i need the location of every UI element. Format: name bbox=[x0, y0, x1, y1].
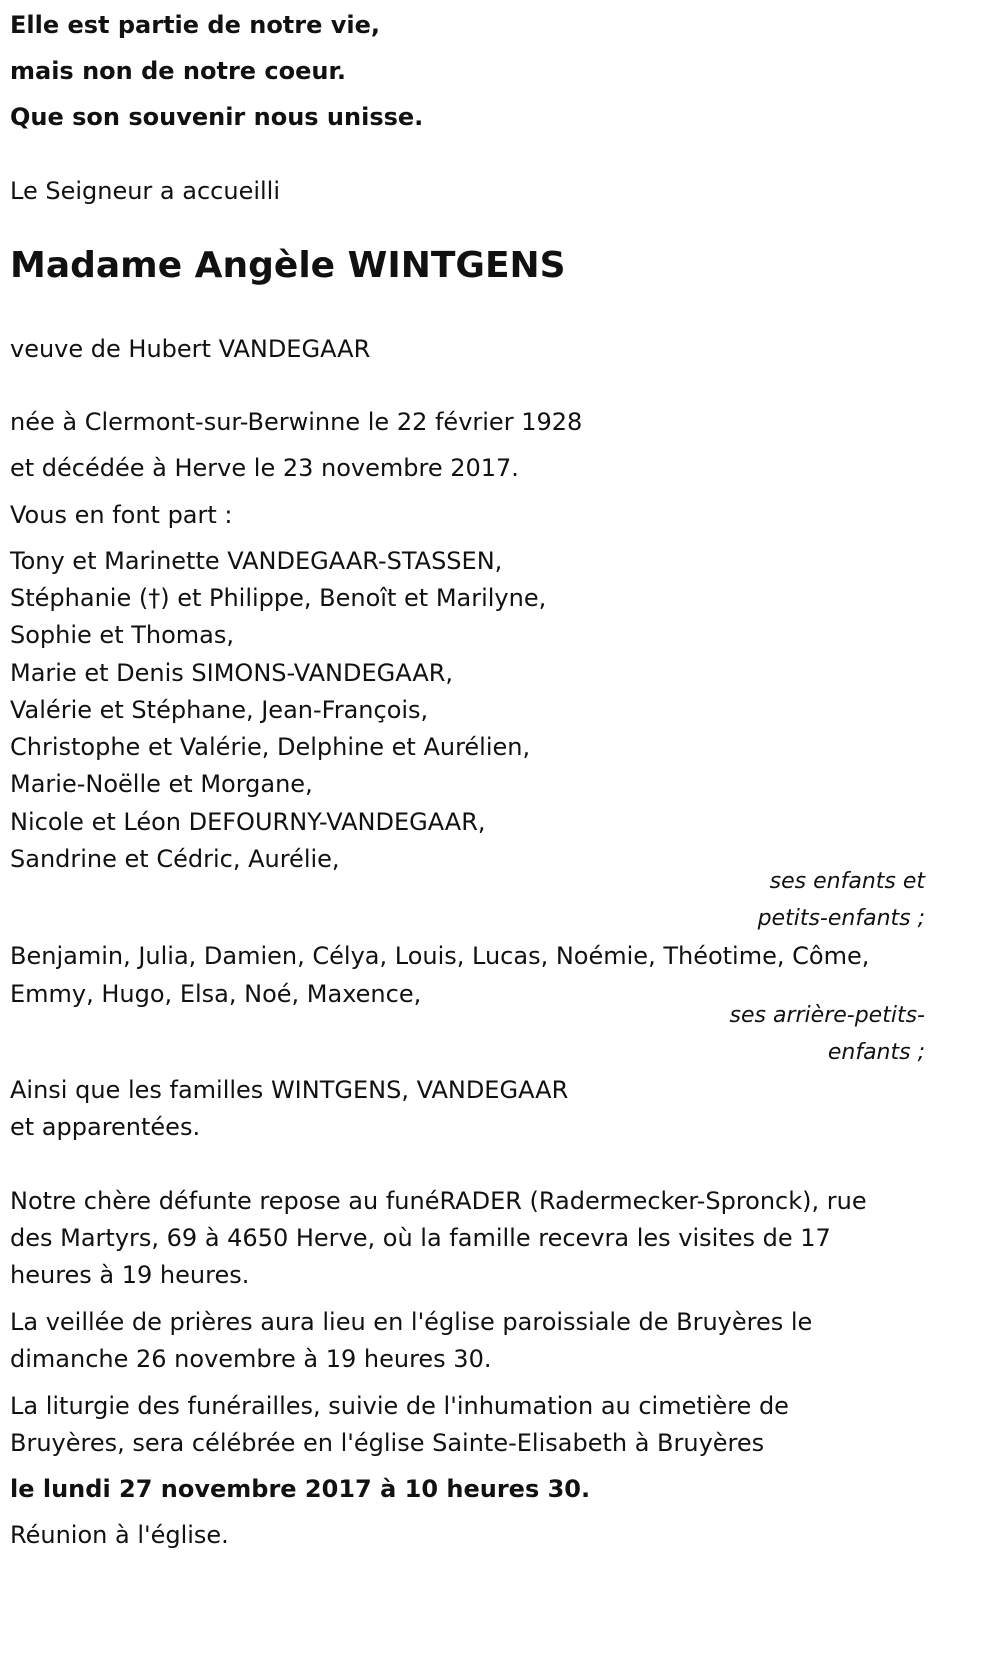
family-line: Marie et Denis SIMONS-VANDEGAAR, bbox=[10, 659, 454, 687]
children-label-2: petits-enfants ; bbox=[757, 906, 925, 931]
rest-line-3: heures à 19 heures. bbox=[10, 1261, 250, 1289]
widow-text: veuve de Hubert VANDEGAAR bbox=[10, 335, 371, 363]
great-label-2: enfants ; bbox=[827, 1040, 925, 1065]
children-label-1: ses enfants et bbox=[769, 869, 925, 894]
epigraph-line-3: Que son souvenir nous unisse. bbox=[10, 103, 424, 131]
rest-line-1: Notre chère défunte repose au funéRADER (Radermecker-Spronck), rue bbox=[10, 1187, 867, 1215]
family-line: Sandrine et Cédric, Aurélie, bbox=[10, 845, 340, 873]
family-line: Tony et Marinette VANDEGAAR-STASSEN, bbox=[10, 547, 503, 575]
epigraph-line-1: Elle est partie de notre vie, bbox=[10, 11, 381, 39]
family-line: Sophie et Thomas, bbox=[10, 621, 235, 649]
family-line: Christophe et Valérie, Delphine et Aurélien, bbox=[10, 733, 531, 761]
birth-text: née à Clermont-sur-Berwinne le 22 février 1928 bbox=[10, 408, 583, 436]
great-label-1: ses arrière-petits- bbox=[729, 1003, 925, 1028]
announce-text: Vous en font part : bbox=[10, 501, 233, 529]
family-line: Valérie et Stéphane, Jean-François, bbox=[10, 696, 429, 724]
meeting-text: Réunion à l'église. bbox=[10, 1521, 229, 1549]
liturgy-line-2: Bruyères, sera célébrée en l'église Sainte-Elisabeth à Bruyères bbox=[10, 1429, 765, 1457]
funeral-date: le lundi 27 novembre 2017 à 10 heures 30. bbox=[10, 1475, 591, 1503]
vigil-line-2: dimanche 26 novembre à 19 heures 30. bbox=[10, 1345, 492, 1373]
great-grandchildren-line-2: Emmy, Hugo, Elsa, Noé, Maxence, bbox=[10, 980, 422, 1008]
families-line-2: et apparentées. bbox=[10, 1113, 201, 1141]
great-grandchildren-line-1: Benjamin, Julia, Damien, Célya, Louis, Lucas, Noémie, Théotime, Côme, bbox=[10, 942, 870, 970]
liturgy-line-1: La liturgie des funérailles, suivie de l'inhumation au cimetière de bbox=[10, 1392, 789, 1420]
family-line: Stéphanie (†) et Philippe, Benoît et Marilyne, bbox=[10, 584, 547, 612]
vigil-line-1: La veillée de prières aura lieu en l'église paroissiale de Bruyères le bbox=[10, 1308, 813, 1336]
deceased-name: Madame Angèle WINTGENS bbox=[10, 245, 566, 286]
rest-line-2: des Martyrs, 69 à 4650 Herve, où la famille recevra les visites de 17 bbox=[10, 1224, 831, 1252]
family-line: Marie-Noëlle et Morgane, bbox=[10, 770, 313, 798]
family-line: Nicole et Léon DEFOURNY-VANDEGAAR, bbox=[10, 808, 486, 836]
intro-text: Le Seigneur a accueilli bbox=[10, 177, 281, 205]
families-line-1: Ainsi que les familles WINTGENS, VANDEGAAR bbox=[10, 1076, 569, 1104]
death-text: et décédée à Herve le 23 novembre 2017. bbox=[10, 454, 519, 482]
epigraph-line-2: mais non de notre coeur. bbox=[10, 57, 347, 85]
